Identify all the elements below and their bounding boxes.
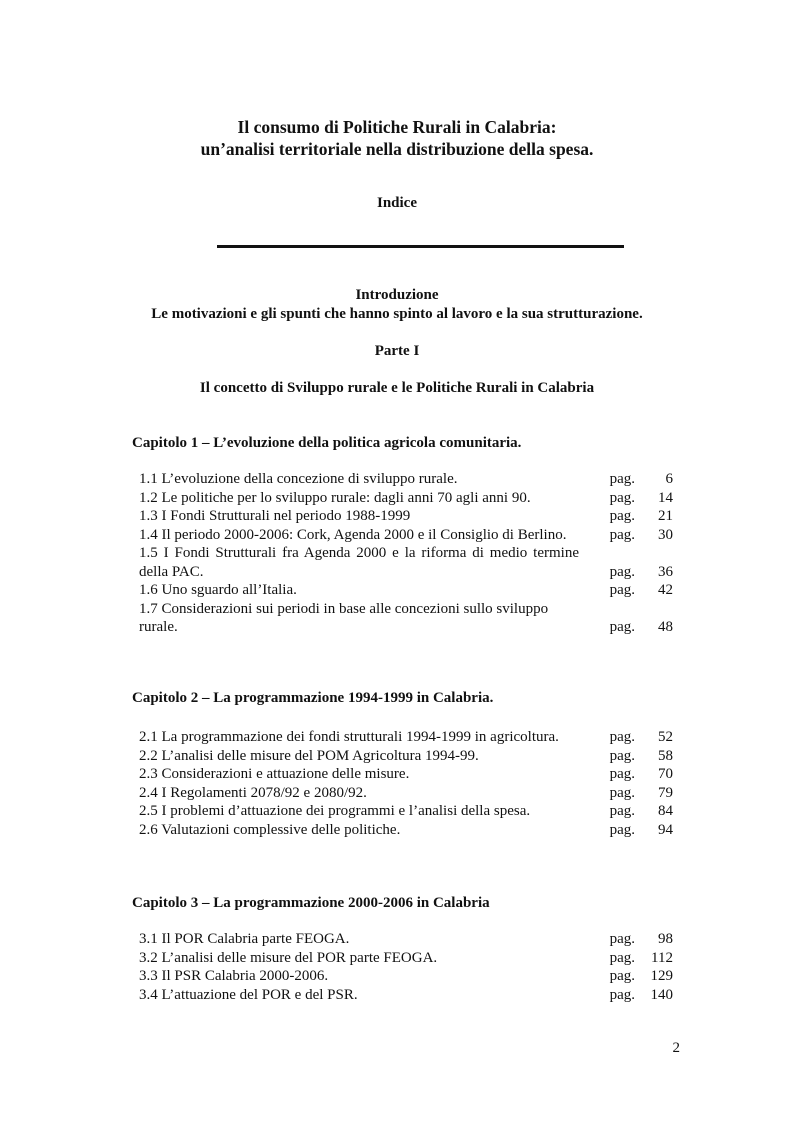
chapter-2-title: Capitolo 2 – La programmazione 1994-1999 in Calabria.: [132, 690, 494, 706]
toc-entry[interactable]: [139, 784, 679, 803]
document-title-line-1: Il consumo di Politiche Rurali in Calabria:: [237, 117, 557, 137]
toc-entry-page: 14: [658, 489, 673, 506]
toc-entry-page: 94: [658, 821, 673, 838]
toc-entry-pag: pag.: [609, 582, 635, 598]
toc-entry-page: 112: [651, 949, 673, 966]
chapter-3-entries: [139, 930, 679, 1004]
toc-entry[interactable]: [139, 986, 679, 1005]
toc-entry-text: 1.6 Uno sguardo all’Italia.: [139, 582, 297, 598]
chapter-2-entries: [139, 728, 679, 839]
toc-entry[interactable]: [139, 747, 679, 766]
toc-entry-page: 48: [658, 619, 673, 635]
toc-entry-page: 30: [658, 526, 673, 543]
toc-entry-text: 1.4 Il periodo 2000-2006: Cork, Agenda 2000 e il Consiglio di Berlino.: [139, 526, 567, 543]
toc-entry-page: 52: [658, 729, 673, 745]
toc-entry-page: 70: [658, 766, 673, 782]
toc-entry[interactable]: [139, 728, 679, 747]
toc-entry-pag: pag.: [609, 489, 635, 506]
toc-entry[interactable]: [139, 600, 679, 637]
toc-entry-page: 36: [658, 563, 673, 580]
toc-entry[interactable]: [139, 930, 679, 949]
index-heading: Indice: [376, 195, 417, 211]
horizontal-rule: [217, 245, 624, 248]
toc-entry-page: 42: [658, 582, 673, 598]
toc-entry-text: 3.2 L’analisi delle misure del POR parte FEOGA.: [139, 949, 438, 966]
toc-entry[interactable]: [139, 802, 679, 821]
toc-entry[interactable]: [139, 544, 679, 581]
toc-entry-pag: pag.: [609, 563, 635, 580]
toc-entry[interactable]: [139, 507, 679, 526]
toc-entry[interactable]: [139, 949, 679, 968]
document-title-line-2: un’analisi territoriale nella distribuzione della spesa.: [200, 139, 594, 159]
toc-entry-text: 3.4 L’attuazione del POR e del PSR.: [139, 986, 358, 1003]
chapter-1-entries: [139, 470, 679, 637]
toc-entry-text: 3.3 Il PSR Calabria 2000-2006.: [139, 968, 329, 984]
toc-entry-pag: pag.: [609, 968, 635, 984]
toc-entry-text: 2.5 I problemi d’attuazione dei programmi e l’analisi della spesa.: [139, 803, 531, 819]
toc-entry-pag: pag.: [609, 931, 635, 947]
toc-entry-text: 1.7 Considerazioni sui periodi in base alle concezioni sullo sviluppo rurale.: [139, 600, 549, 635]
toc-entry-page: 21: [658, 508, 673, 524]
toc-entry-pag: pag.: [609, 766, 635, 782]
intro-title: Introduzione: [355, 287, 439, 303]
toc-entry-page: 98: [658, 931, 673, 947]
toc-entry-pag: pag.: [609, 729, 635, 745]
toc-entry-pag: pag.: [609, 821, 635, 838]
toc-entry[interactable]: [139, 967, 679, 986]
part-label: Parte I: [374, 343, 420, 359]
toc-entry-pag: pag.: [609, 471, 635, 487]
toc-entry-pag: pag.: [609, 784, 635, 801]
toc-entry-pag: pag.: [609, 526, 635, 543]
toc-entry-text: 2.1 La programmazione dei fondi strutturali 1994-1999 in agricoltura.: [139, 729, 559, 745]
toc-entry[interactable]: [139, 489, 679, 508]
toc-entry-pag: pag.: [609, 747, 635, 764]
part-title: Il concetto di Sviluppo rurale e le Politiche Rurali in Calabria: [199, 380, 595, 396]
toc-entry-pag: pag.: [609, 803, 635, 819]
chapter-3-title: Capitolo 3 – La programmazione 2000-2006 in Calabria: [132, 895, 490, 911]
toc-entry-page: 84: [658, 803, 673, 819]
toc-entry-text: 2.6 Valutazioni complessive delle politiche.: [139, 821, 401, 838]
toc-entry-text: 1.5 I Fondi Strutturali fra Agenda 2000 e la riforma di medio termine della PAC.: [139, 545, 579, 580]
page-number: 2: [672, 1040, 680, 1056]
toc-entry-page: 6: [665, 471, 673, 487]
toc-entry-pag: pag.: [609, 619, 635, 635]
toc-entry[interactable]: [139, 581, 679, 600]
toc-entry-page: 129: [650, 968, 673, 984]
toc-entry-text: 1.1 L’evoluzione della concezione di sviluppo rurale.: [139, 471, 458, 487]
toc-entry-text: 1.2 Le politiche per lo sviluppo rurale: dagli anni 70 agli anni 90.: [139, 489, 531, 506]
toc-entry[interactable]: [139, 470, 679, 489]
toc-entry-pag: pag.: [609, 986, 635, 1003]
toc-entry[interactable]: [139, 821, 679, 840]
toc-entry-page: 79: [658, 784, 673, 801]
toc-entry-text: 2.3 Considerazioni e attuazione delle misure.: [139, 766, 410, 782]
intro-subtitle: Le motivazioni e gli spunti che hanno spinto al lavoro e la sua strutturazione.: [151, 306, 643, 322]
toc-entry[interactable]: [139, 526, 679, 545]
toc-entry-page: 58: [658, 747, 673, 764]
toc-entry-pag: pag.: [609, 508, 635, 524]
toc-entry-text: 1.3 I Fondi Strutturali nel periodo 1988-1999: [139, 508, 411, 524]
toc-entry[interactable]: [139, 765, 679, 784]
chapter-1-title: Capitolo 1 – L’evoluzione della politica agricola comunitaria.: [132, 435, 522, 451]
toc-entry-text: 3.1 Il POR Calabria parte FEOGA.: [139, 931, 350, 947]
toc-entry-page: 140: [650, 986, 673, 1003]
toc-entry-text: 2.4 I Regolamenti 2078/92 e 2080/92.: [139, 784, 367, 801]
toc-entry-text: 2.2 L’analisi delle misure del POM Agricoltura 1994-99.: [139, 747, 479, 764]
toc-entry-pag: pag.: [609, 949, 635, 966]
